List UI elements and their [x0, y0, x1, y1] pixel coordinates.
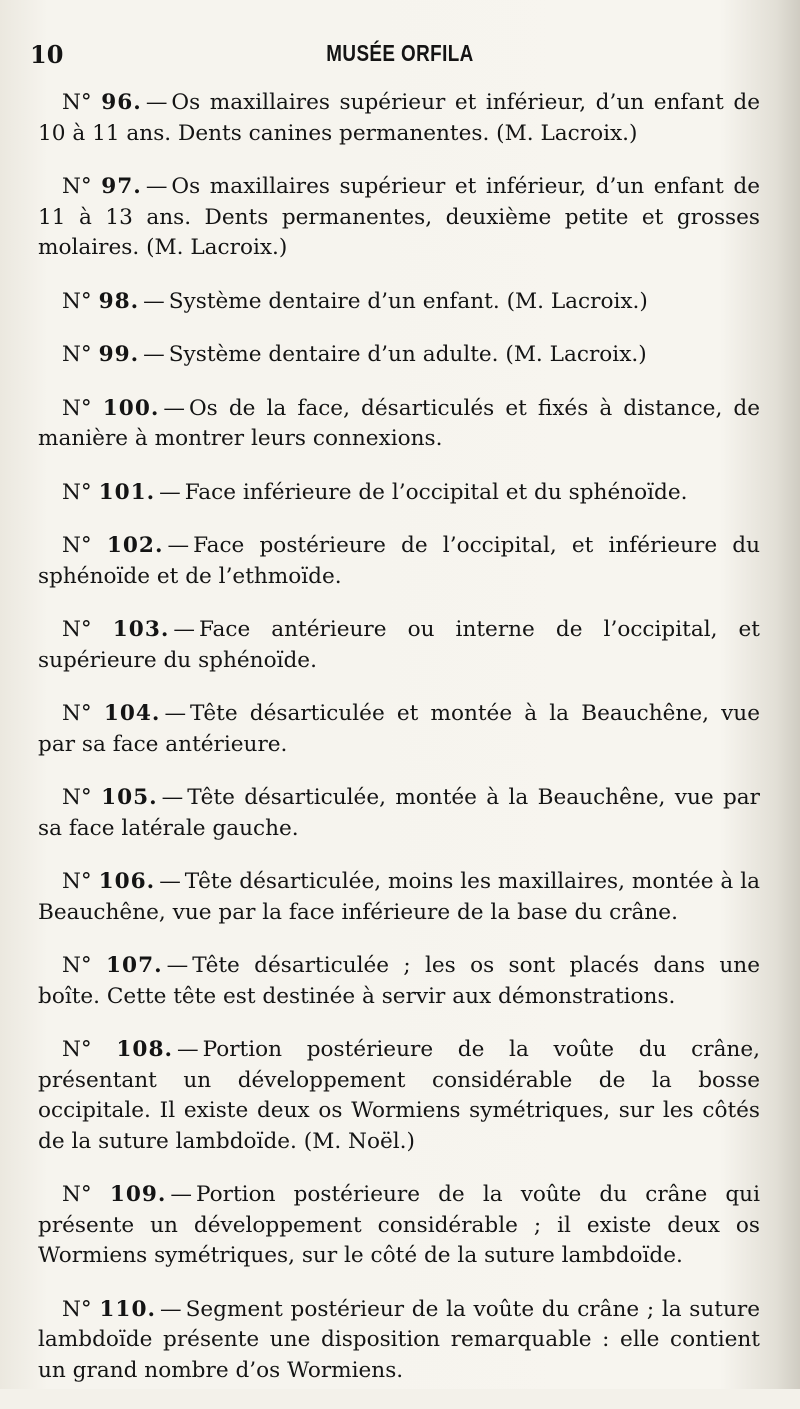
entry-text: Portion postérieure de la voûte du crâne qui présente un développement considérable ; il existe deux os Wormiens symétriques, sur le côté de la suture lambdoïde. — [38, 1182, 760, 1268]
entry-text: Face antérieure ou interne de l’occipital, et supérieure du sphénoïde. — [38, 617, 760, 673]
entry-number: 105. — [101, 785, 158, 810]
entry-text: Portion postérieure de la voûte du crâne, présentant un développement considérable de la bosse occipitale. Il existe deux os Wormiens symétriques, sur les côtés de la suture lambdoïde. (M. Noël.) — [38, 1037, 760, 1154]
catalogue-entry — [38, 394, 760, 455]
entry-prefix: N° — [62, 617, 92, 642]
entry-dash: — — [145, 174, 168, 199]
entry-dash: — — [167, 533, 190, 558]
catalogue-entry — [38, 1035, 760, 1157]
entry-prefix: N° — [62, 90, 92, 115]
entry-number: 107. — [106, 953, 163, 978]
page-header — [30, 38, 770, 70]
entry-number: 106. — [98, 869, 156, 894]
catalogue-entry — [38, 172, 760, 264]
entry-dash: — — [159, 479, 181, 505]
entry-prefix: N° — [62, 1296, 92, 1322]
entry-prefix: N° — [62, 1037, 92, 1062]
entry-dash: — — [145, 90, 168, 115]
entry-dash: — — [166, 953, 189, 978]
entry-number: 101. — [98, 479, 156, 505]
entry-number: 96. — [101, 90, 142, 115]
catalogue-entry — [38, 867, 760, 928]
entry-prefix: N° — [62, 288, 92, 314]
catalogue-entry — [38, 1180, 760, 1272]
catalogue-entry — [38, 699, 760, 760]
entry-prefix: N° — [62, 869, 92, 894]
entry-text: Os maxillaires supérieur et inférieur, d’un enfant de 11 à 13 ans. Dents permanentes, deuxième petite et grosses molaires. (M. Lacroix.) — [38, 174, 760, 260]
catalogue-entry — [38, 340, 760, 371]
entry-text: Segment postérieur de la voûte du crâne ; la suture lambdoïde présente une disposition remarquable : elle contient un grand nombre d’os Wormiens. — [38, 1296, 760, 1383]
catalogue-entries — [38, 88, 760, 1409]
entry-number: 108. — [116, 1037, 173, 1062]
entry-dash: — — [159, 869, 181, 894]
entry-text: Système dentaire d’un enfant. (M. Lacroix.) — [168, 288, 648, 314]
entry-dash: — — [163, 395, 185, 421]
entry-prefix: N° — [62, 174, 92, 199]
catalogue-entry — [38, 287, 760, 318]
entry-text: Tête désarticulée, montée à la Beauchêne, vue par sa face latérale gauche. — [38, 785, 761, 841]
entry-text: Face inférieure de l’occipital et du sphénoïde. — [184, 479, 688, 505]
entry-number: 97. — [101, 174, 142, 199]
entry-dash: — — [176, 1037, 199, 1062]
entry-prefix: N° — [62, 785, 92, 810]
entry-prefix: N° — [62, 479, 92, 505]
entry-number: 102. — [106, 533, 164, 558]
entry-prefix: N° — [62, 533, 92, 558]
catalogue-entry — [38, 783, 760, 844]
entry-prefix: N° — [62, 701, 92, 726]
entry-text: Tête désarticulée ; les os sont placés dans une boîte. Cette tête est destinée à servir aux démonstrations. — [38, 953, 760, 1009]
catalogue-entry — [38, 531, 760, 592]
entry-dash: — — [173, 617, 195, 642]
entry-dash: — — [159, 1296, 182, 1322]
entry-dash: — — [143, 342, 165, 367]
entry-number: 104. — [103, 701, 161, 726]
entry-number: 103. — [112, 617, 170, 642]
catalogue-entry — [38, 951, 760, 1012]
entry-prefix: N° — [62, 953, 92, 978]
running-title: MUSÉE ORFILA — [326, 40, 474, 66]
entry-text: Système dentaire d’un adulte. (M. Lacroix.) — [168, 342, 647, 367]
entry-text: Tête désarticulée et montée à la Beauchêne, vue par sa face antérieure. — [38, 701, 760, 757]
catalogue-entry — [38, 615, 760, 676]
entry-number: 110. — [99, 1296, 156, 1322]
entry-dash: — — [143, 288, 165, 314]
entry-dash: — — [161, 785, 184, 810]
entry-dash: — — [170, 1182, 193, 1207]
entry-dash: — — [164, 701, 187, 726]
catalogue-entry — [38, 478, 760, 509]
entry-number: 99. — [98, 342, 140, 367]
entry-text: Tête désarticulée, moins les maxillaires, montée à la Beauchêne, vue par la face inférieure de la base du crâne. — [38, 869, 760, 925]
page-number: 10 — [30, 40, 64, 69]
entry-text: Os maxillaires supérieur et inférieur, d’un enfant de 10 à 11 ans. Dents canines permanentes. (M. Lacroix.) — [38, 90, 760, 146]
entry-text: Face postérieure de l’occipital, et inférieure du sphénoïde et de l’ethmoïde. — [38, 533, 760, 589]
catalogue-entry — [38, 88, 760, 149]
entry-number: 100. — [102, 395, 160, 421]
entry-prefix: N° — [62, 1182, 92, 1207]
entry-number: 98. — [98, 288, 140, 314]
entry-prefix: N° — [62, 395, 92, 421]
catalogue-entry — [38, 1295, 760, 1387]
entry-prefix: N° — [62, 342, 92, 367]
entry-number: 109. — [109, 1182, 167, 1207]
entry-text: Os de la face, désarticulés et fixés à distance, de manière à montrer leurs connexions. — [38, 395, 760, 451]
